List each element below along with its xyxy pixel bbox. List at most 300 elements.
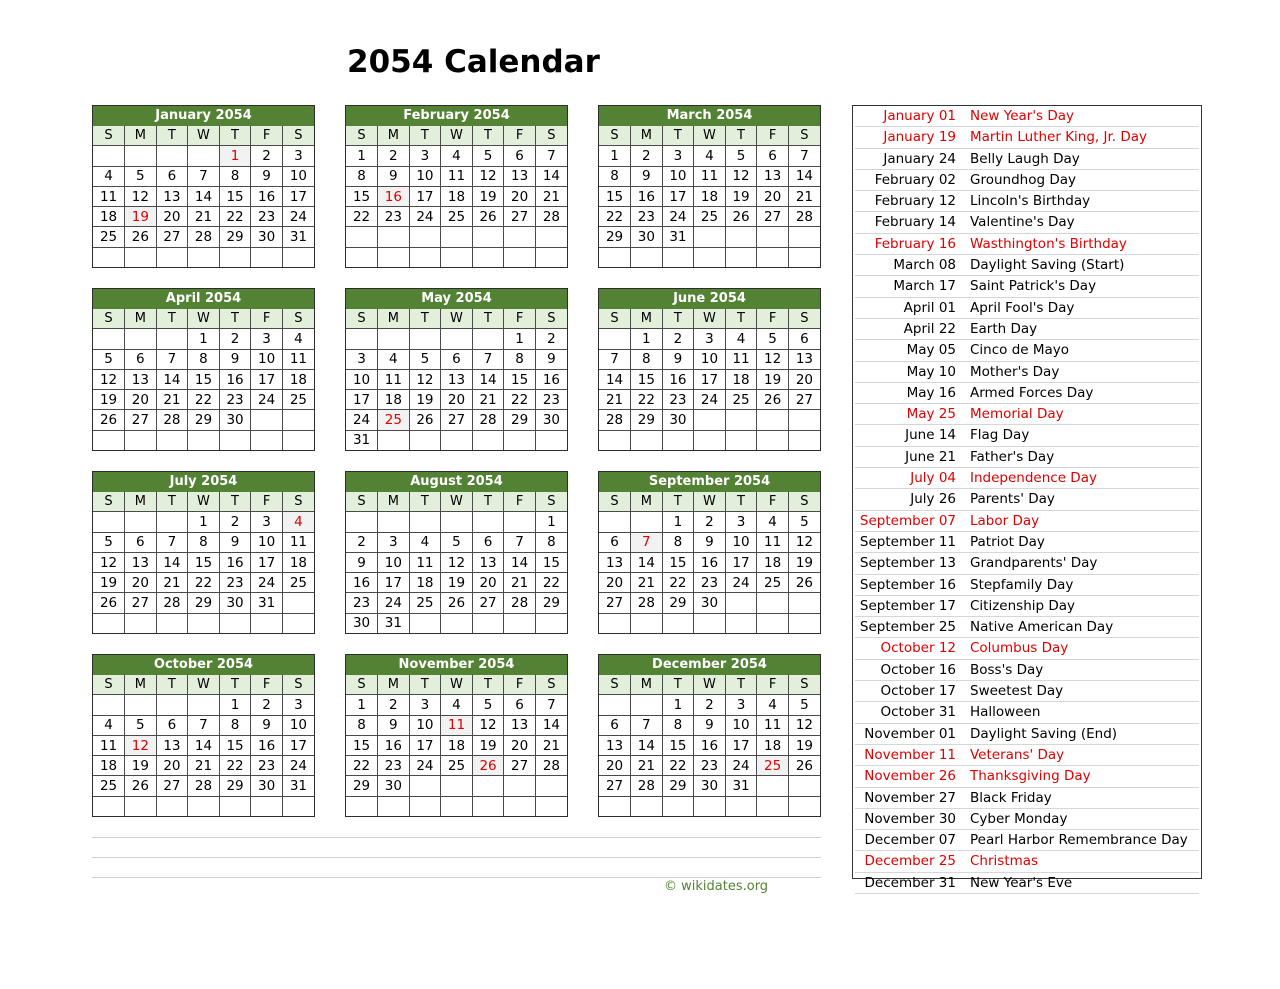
weekday-label: S	[282, 309, 314, 329]
day-cell	[125, 247, 157, 267]
day-cell: 3	[409, 146, 441, 166]
day-cell: 30	[219, 410, 251, 430]
holiday-date: January 19	[883, 129, 956, 146]
day-cell: 28	[188, 227, 220, 247]
day-cell: 26	[788, 756, 820, 776]
day-cell	[725, 796, 757, 816]
day-cell	[757, 227, 789, 247]
day-cell: 10	[409, 166, 441, 186]
holiday-date: September 17	[859, 597, 956, 614]
holiday-date: October 17	[880, 683, 956, 700]
day-cell: 18	[378, 390, 410, 410]
holiday-date: March 08	[893, 257, 956, 274]
holiday-date: September 16	[859, 576, 956, 593]
day-cell: 10	[251, 349, 283, 369]
weekday-label: T	[472, 675, 504, 695]
day-cell: 7	[631, 715, 663, 735]
day-cell: 5	[472, 146, 504, 166]
day-cell: 27	[125, 410, 157, 430]
day-cell	[409, 613, 441, 633]
day-cell: 11	[441, 715, 473, 735]
day-cell	[472, 613, 504, 633]
weekday-label: F	[504, 126, 536, 146]
day-cell	[599, 430, 631, 450]
day-cell: 22	[599, 207, 631, 227]
holiday-date: September 13	[859, 555, 956, 572]
holiday-name: Columbus Day	[970, 640, 1069, 657]
day-cell	[694, 613, 726, 633]
day-cell: 15	[662, 735, 694, 755]
day-cell	[409, 430, 441, 450]
day-cell: 27	[156, 227, 188, 247]
day-cell: 19	[409, 390, 441, 410]
day-cell: 21	[535, 735, 567, 755]
weekday-label: W	[441, 675, 473, 695]
day-cell: 15	[662, 552, 694, 572]
day-cell: 14	[631, 735, 663, 755]
day-cell: 19	[725, 186, 757, 206]
day-cell: 28	[535, 756, 567, 776]
day-cell: 2	[219, 512, 251, 532]
holiday-date: November 26	[864, 768, 956, 785]
day-cell	[282, 613, 314, 633]
day-cell	[188, 247, 220, 267]
day-cell: 16	[535, 369, 567, 389]
weekday-label: F	[504, 309, 536, 329]
day-cell: 14	[472, 369, 504, 389]
day-cell: 2	[535, 329, 567, 349]
day-cell	[378, 796, 410, 816]
day-cell	[282, 430, 314, 450]
day-cell: 23	[694, 573, 726, 593]
day-cell: 25	[757, 756, 789, 776]
day-cell: 20	[599, 573, 631, 593]
month-header: May 2054	[346, 289, 567, 309]
holiday-name: Daylight Saving (Start)	[970, 257, 1125, 274]
day-cell: 18	[441, 735, 473, 755]
day-cell: 26	[93, 410, 125, 430]
day-cell: 1	[631, 329, 663, 349]
day-cell: 18	[757, 552, 789, 572]
holiday-row	[855, 766, 1199, 787]
day-cell: 12	[725, 166, 757, 186]
day-cell: 15	[219, 186, 251, 206]
weekday-label: M	[631, 492, 663, 512]
holiday-date: December 31	[864, 874, 956, 891]
weekday-label: T	[662, 309, 694, 329]
day-cell: 24	[251, 390, 283, 410]
holiday-name: Halloween	[970, 704, 1041, 721]
day-cell: 5	[757, 329, 789, 349]
month-calendar	[598, 471, 821, 634]
day-cell: 12	[472, 166, 504, 186]
day-cell: 31	[725, 776, 757, 796]
day-cell	[125, 796, 157, 816]
day-cell: 7	[631, 532, 663, 552]
day-cell: 31	[282, 227, 314, 247]
day-cell	[125, 146, 157, 166]
day-cell: 27	[599, 593, 631, 613]
day-cell: 22	[188, 573, 220, 593]
holiday-date: July 04	[910, 470, 956, 487]
day-cell	[378, 227, 410, 247]
day-cell	[788, 430, 820, 450]
day-cell: 12	[757, 349, 789, 369]
holiday-row	[855, 660, 1199, 681]
day-cell	[378, 247, 410, 267]
day-cell: 4	[93, 166, 125, 186]
day-cell: 8	[535, 532, 567, 552]
day-cell: 25	[409, 593, 441, 613]
day-cell	[535, 776, 567, 796]
day-cell: 18	[282, 552, 314, 572]
day-cell: 21	[535, 186, 567, 206]
holiday-date: October 12	[880, 640, 956, 657]
holiday-date: November 27	[864, 789, 956, 806]
month-calendar	[598, 288, 821, 451]
day-cell	[441, 227, 473, 247]
day-cell: 1	[504, 329, 536, 349]
day-cell: 31	[251, 593, 283, 613]
day-cell: 24	[662, 207, 694, 227]
day-cell	[219, 796, 251, 816]
day-cell	[441, 613, 473, 633]
day-cell: 23	[662, 390, 694, 410]
day-cell	[535, 430, 567, 450]
day-cell	[694, 227, 726, 247]
day-cell: 1	[346, 146, 378, 166]
day-cell: 12	[409, 369, 441, 389]
day-cell: 17	[251, 552, 283, 572]
day-cell: 18	[441, 186, 473, 206]
day-cell	[725, 593, 757, 613]
holiday-date: May 16	[906, 384, 956, 401]
day-cell	[409, 512, 441, 532]
day-cell: 25	[93, 776, 125, 796]
day-cell: 28	[535, 207, 567, 227]
holiday-row	[855, 383, 1199, 404]
day-cell: 27	[757, 207, 789, 227]
holiday-row	[855, 724, 1199, 745]
day-cell	[409, 329, 441, 349]
day-cell: 8	[662, 532, 694, 552]
holiday-name: Earth Day	[970, 320, 1038, 337]
day-cell: 14	[504, 552, 536, 572]
day-cell: 21	[504, 573, 536, 593]
day-cell: 23	[694, 756, 726, 776]
day-cell	[788, 227, 820, 247]
holiday-name: New Year's Eve	[970, 874, 1073, 891]
weekday-label: S	[346, 309, 378, 329]
day-cell: 9	[346, 552, 378, 572]
month-calendar	[92, 105, 315, 268]
day-cell	[631, 613, 663, 633]
day-cell: 12	[788, 532, 820, 552]
day-cell	[219, 430, 251, 450]
day-cell: 29	[219, 776, 251, 796]
day-cell	[788, 776, 820, 796]
day-cell: 9	[535, 349, 567, 369]
day-cell: 19	[472, 735, 504, 755]
day-cell: 3	[725, 512, 757, 532]
day-cell: 26	[472, 756, 504, 776]
day-cell	[631, 247, 663, 267]
day-cell	[535, 227, 567, 247]
day-cell: 18	[725, 369, 757, 389]
weekday-label: T	[662, 492, 694, 512]
day-cell: 17	[409, 186, 441, 206]
day-cell: 11	[441, 166, 473, 186]
day-cell: 10	[725, 715, 757, 735]
day-cell: 9	[251, 715, 283, 735]
day-cell: 16	[631, 186, 663, 206]
day-cell: 21	[472, 390, 504, 410]
day-cell: 17	[251, 369, 283, 389]
holiday-row	[855, 362, 1199, 383]
day-cell: 22	[662, 756, 694, 776]
day-cell: 21	[631, 573, 663, 593]
day-cell: 20	[504, 735, 536, 755]
weekday-label: F	[251, 126, 283, 146]
day-cell: 1	[219, 695, 251, 715]
weekday-label: W	[188, 675, 220, 695]
day-cell	[757, 613, 789, 633]
day-cell: 1	[599, 146, 631, 166]
holiday-row	[855, 106, 1199, 127]
day-cell: 26	[125, 227, 157, 247]
day-cell: 13	[472, 552, 504, 572]
day-cell: 30	[219, 593, 251, 613]
weekday-label: S	[788, 492, 820, 512]
day-cell: 2	[378, 146, 410, 166]
day-cell: 21	[788, 186, 820, 206]
day-cell: 10	[251, 532, 283, 552]
holiday-row	[855, 212, 1199, 233]
holiday-name: Belly Laugh Day	[970, 150, 1080, 167]
month-header: March 2054	[599, 106, 820, 126]
day-cell	[504, 247, 536, 267]
day-cell: 20	[599, 756, 631, 776]
day-cell: 3	[725, 695, 757, 715]
day-cell: 14	[788, 166, 820, 186]
day-cell: 20	[156, 207, 188, 227]
day-cell: 6	[441, 349, 473, 369]
month-header: February 2054	[346, 106, 567, 126]
day-cell: 30	[694, 776, 726, 796]
day-cell: 13	[441, 369, 473, 389]
holiday-date: May 10	[906, 363, 956, 380]
month-calendar	[345, 105, 568, 268]
day-cell: 2	[694, 695, 726, 715]
month-header: November 2054	[346, 655, 567, 675]
day-cell	[125, 695, 157, 715]
day-cell: 29	[188, 593, 220, 613]
day-cell: 1	[662, 695, 694, 715]
holiday-row	[855, 575, 1199, 596]
day-cell: 22	[662, 573, 694, 593]
day-cell: 22	[504, 390, 536, 410]
day-cell: 26	[125, 776, 157, 796]
holiday-row	[855, 127, 1199, 148]
weekday-label: M	[125, 309, 157, 329]
day-cell: 29	[631, 410, 663, 430]
day-cell	[631, 796, 663, 816]
day-cell: 2	[251, 146, 283, 166]
holiday-name: Cinco de Mayo	[970, 342, 1070, 359]
month-header: October 2054	[93, 655, 314, 675]
day-cell	[599, 512, 631, 532]
day-cell: 7	[599, 349, 631, 369]
day-cell	[251, 410, 283, 430]
day-cell: 8	[631, 349, 663, 369]
weekday-label: S	[93, 492, 125, 512]
weekday-label: T	[156, 492, 188, 512]
day-cell	[125, 512, 157, 532]
day-cell	[219, 247, 251, 267]
day-cell: 17	[694, 369, 726, 389]
weekday-label: S	[788, 309, 820, 329]
day-cell: 24	[346, 410, 378, 430]
day-cell: 8	[219, 715, 251, 735]
day-cell: 13	[125, 552, 157, 572]
day-cell	[156, 247, 188, 267]
day-cell: 15	[346, 735, 378, 755]
day-cell: 14	[188, 735, 220, 755]
footer-credit[interactable]: © wikidates.org	[664, 879, 769, 894]
holiday-row	[855, 489, 1199, 510]
weekday-label: F	[757, 675, 789, 695]
day-cell: 13	[156, 735, 188, 755]
day-cell: 11	[757, 532, 789, 552]
day-cell: 15	[504, 369, 536, 389]
day-cell: 23	[631, 207, 663, 227]
day-cell: 29	[219, 227, 251, 247]
day-cell: 7	[535, 695, 567, 715]
weekday-label: S	[535, 675, 567, 695]
weekday-label: F	[504, 492, 536, 512]
weekday-label: M	[378, 126, 410, 146]
weekday-label: F	[757, 492, 789, 512]
day-cell: 31	[346, 430, 378, 450]
day-cell: 20	[788, 369, 820, 389]
day-cell	[441, 247, 473, 267]
day-cell: 8	[599, 166, 631, 186]
weekday-label: M	[631, 126, 663, 146]
day-cell	[93, 796, 125, 816]
day-cell	[156, 613, 188, 633]
holiday-date: February 02	[874, 171, 956, 188]
day-cell	[694, 247, 726, 267]
day-cell: 1	[188, 329, 220, 349]
day-cell: 12	[788, 715, 820, 735]
note-line	[92, 857, 821, 858]
holiday-list	[852, 105, 1202, 891]
holiday-name: Parents' Day	[970, 491, 1055, 508]
day-cell	[757, 593, 789, 613]
holiday-row	[855, 681, 1199, 702]
month-header: July 2054	[93, 472, 314, 492]
day-cell: 13	[599, 552, 631, 572]
day-cell: 4	[441, 695, 473, 715]
holiday-date: May 25	[906, 406, 956, 423]
weekday-label: T	[662, 126, 694, 146]
day-cell: 26	[788, 573, 820, 593]
day-cell: 8	[219, 166, 251, 186]
day-cell: 10	[346, 369, 378, 389]
day-cell: 23	[251, 756, 283, 776]
day-cell: 12	[125, 186, 157, 206]
weekday-label: S	[535, 309, 567, 329]
day-cell: 23	[251, 207, 283, 227]
day-cell: 1	[535, 512, 567, 532]
holiday-date: February 16	[874, 235, 956, 252]
month-calendar	[92, 288, 315, 451]
day-cell: 18	[694, 186, 726, 206]
day-cell: 4	[282, 512, 314, 532]
day-cell	[156, 430, 188, 450]
day-cell	[188, 430, 220, 450]
day-cell	[725, 430, 757, 450]
day-cell: 22	[631, 390, 663, 410]
day-cell: 10	[409, 715, 441, 735]
weekday-label: S	[788, 675, 820, 695]
day-cell: 13	[788, 349, 820, 369]
day-cell: 17	[409, 735, 441, 755]
weekday-label: T	[472, 309, 504, 329]
day-cell: 17	[378, 573, 410, 593]
day-cell	[441, 430, 473, 450]
day-cell: 19	[125, 207, 157, 227]
day-cell: 8	[662, 715, 694, 735]
day-cell: 4	[409, 532, 441, 552]
weekday-label: W	[441, 126, 473, 146]
day-cell	[694, 410, 726, 430]
weekday-label: W	[694, 126, 726, 146]
holiday-date: October 16	[880, 661, 956, 678]
weekday-label: T	[725, 492, 757, 512]
day-cell: 3	[251, 512, 283, 532]
day-cell: 11	[282, 532, 314, 552]
holiday-date: February 14	[874, 214, 956, 231]
holiday-name: Black Friday	[970, 789, 1052, 806]
day-cell: 18	[282, 369, 314, 389]
day-cell: 15	[346, 186, 378, 206]
day-cell: 24	[378, 593, 410, 613]
day-cell: 5	[788, 695, 820, 715]
day-cell	[378, 430, 410, 450]
day-cell: 21	[188, 207, 220, 227]
day-cell: 28	[504, 593, 536, 613]
day-cell: 23	[378, 756, 410, 776]
note-line	[92, 877, 821, 878]
day-cell	[472, 430, 504, 450]
day-cell	[504, 613, 536, 633]
holiday-date: June 14	[905, 427, 956, 444]
day-cell: 28	[472, 410, 504, 430]
day-cell: 4	[282, 329, 314, 349]
weekday-label: F	[251, 675, 283, 695]
day-cell: 7	[472, 349, 504, 369]
day-cell	[251, 613, 283, 633]
day-cell: 26	[725, 207, 757, 227]
day-cell: 24	[282, 756, 314, 776]
day-cell: 22	[346, 207, 378, 227]
day-cell	[282, 593, 314, 613]
day-cell	[409, 796, 441, 816]
day-cell: 9	[694, 715, 726, 735]
day-cell: 19	[93, 573, 125, 593]
day-cell	[472, 329, 504, 349]
